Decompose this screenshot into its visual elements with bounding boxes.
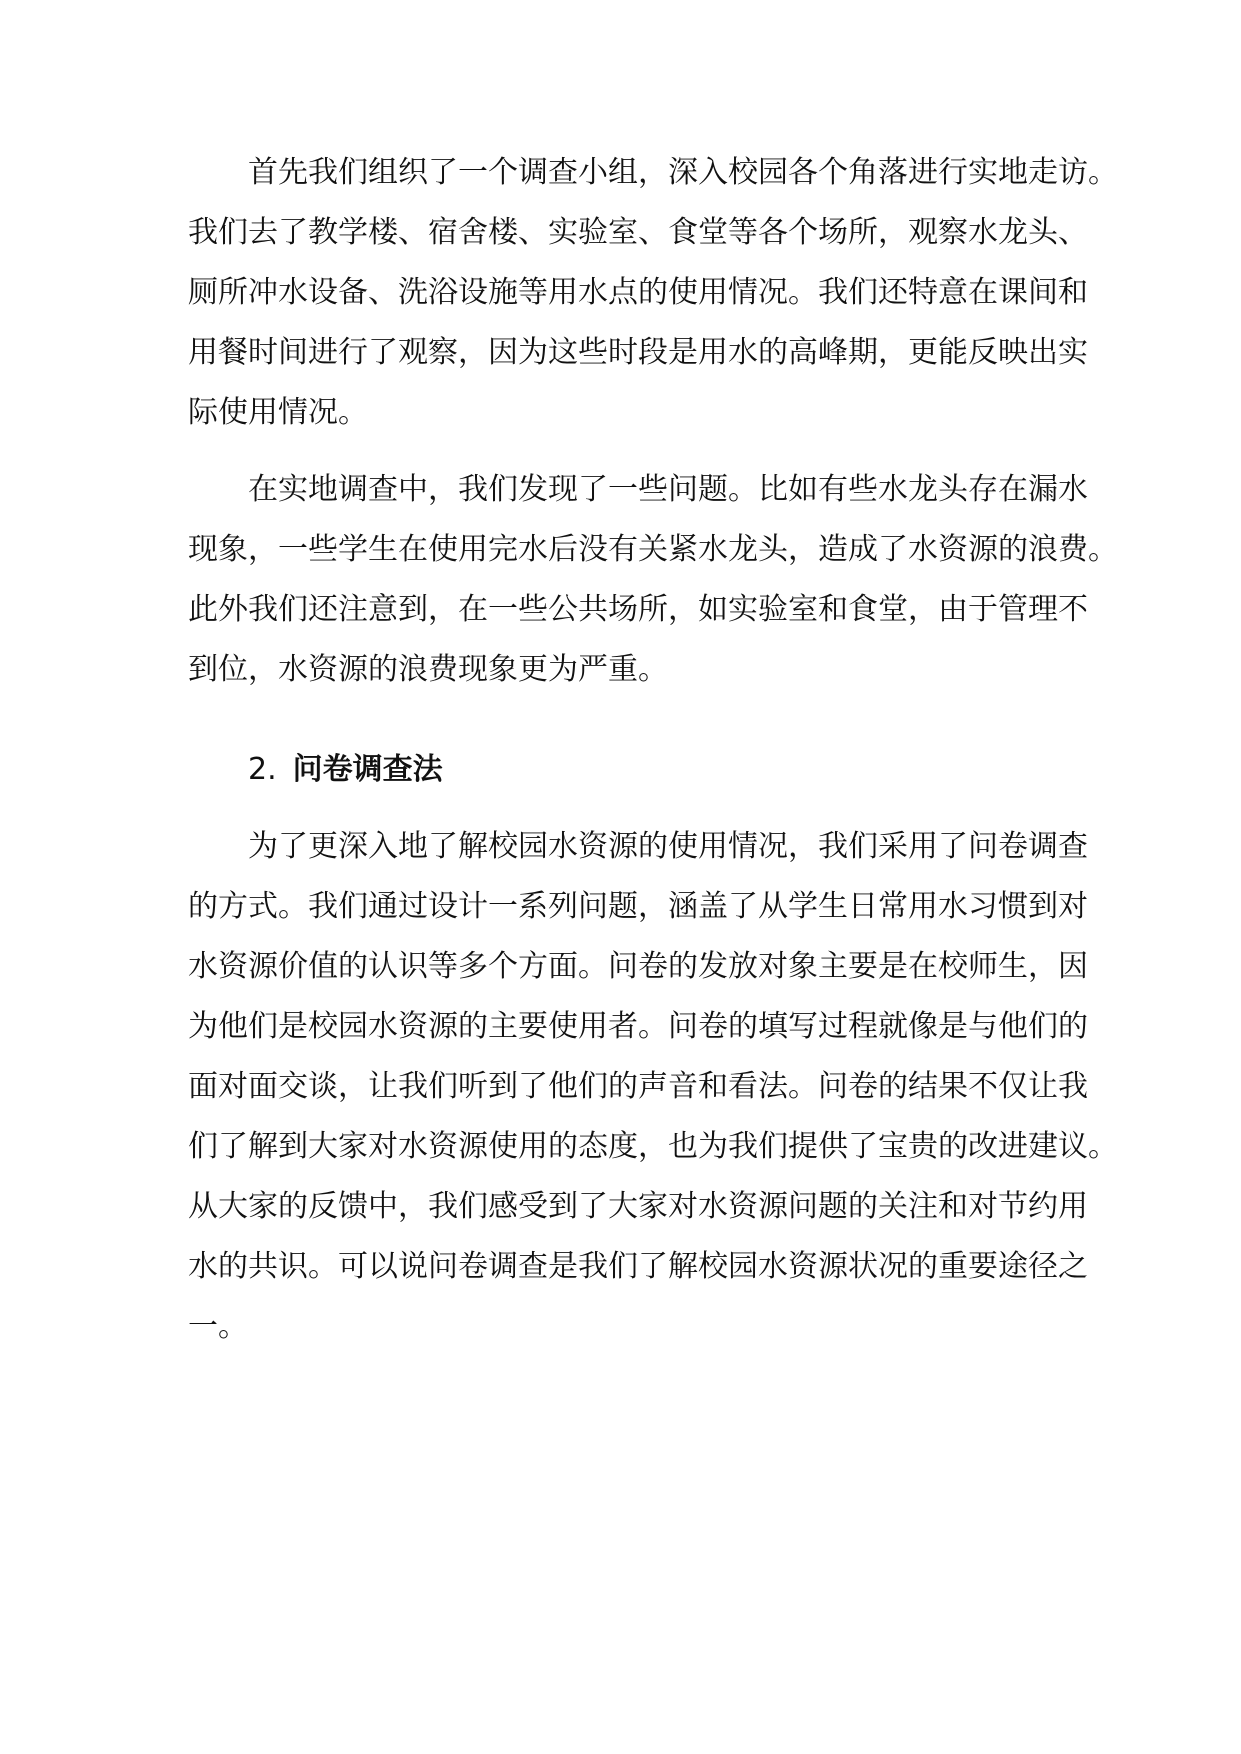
paragraph-2-line-1: 在实地调查中，我们发现了一些问题。比如有些水龙头存在漏水 (248, 472, 1088, 507)
paragraph-2-line-2: 现象，一些学生在使用完水后没有关紧水龙头，造成了水资源的浪费。 (188, 532, 1118, 567)
paragraph-1-line-4: 用餐时间进行了观察，因为这些时段是用水的高峰期，更能反映出实 (188, 335, 1088, 370)
section-title: 问卷调查法 (292, 752, 443, 787)
paragraph-3-line-4: 为他们是校园水资源的主要使用者。问卷的填写过程就像是与他们的 (188, 1009, 1088, 1044)
paragraph-3-line-9: 一。 (188, 1309, 248, 1344)
paragraph-2-line-3: 此外我们还注意到，在一些公共场所，如实验室和食堂，由于管理不 (188, 592, 1088, 627)
paragraph-1-line-5: 际使用情况。 (188, 395, 368, 430)
paragraph-3-line-6: 们了解到大家对水资源使用的态度，也为我们提供了宝贵的改进建议。 (188, 1129, 1118, 1164)
paragraph-2-line-4: 到位，水资源的浪费现象更为严重。 (188, 652, 668, 687)
section-heading (248, 750, 443, 790)
paragraph-3-line-7: 从大家的反馈中，我们感受到了大家对水资源问题的关注和对节约用 (188, 1189, 1088, 1224)
paragraph-1-line-2: 我们去了教学楼、宿舍楼、实验室、食堂等各个场所，观察水龙头、 (188, 215, 1088, 250)
paragraph-1-line-1: 首先我们组织了一个调查小组，深入校园各个角落进行实地走访。 (248, 155, 1118, 190)
paragraph-3-line-5: 面对面交谈，让我们听到了他们的声音和看法。问卷的结果不仅让我 (188, 1069, 1088, 1104)
section-number: 2. (248, 752, 277, 787)
paragraph-3-line-2: 的方式。我们通过设计一系列问题，涵盖了从学生日常用水习惯到对 (188, 889, 1088, 924)
paragraph-3-line-1: 为了更深入地了解校园水资源的使用情况，我们采用了问卷调查 (248, 829, 1088, 864)
paragraph-1-line-3: 厕所冲水设备、洗浴设施等用水点的使用情况。我们还特意在课间和 (188, 275, 1088, 310)
paragraph-3-line-3: 水资源价值的认识等多个方面。问卷的发放对象主要是在校师生，因 (188, 949, 1088, 984)
paragraph-3-line-8: 水的共识。可以说问卷调查是我们了解校园水资源状况的重要途径之 (188, 1249, 1088, 1284)
